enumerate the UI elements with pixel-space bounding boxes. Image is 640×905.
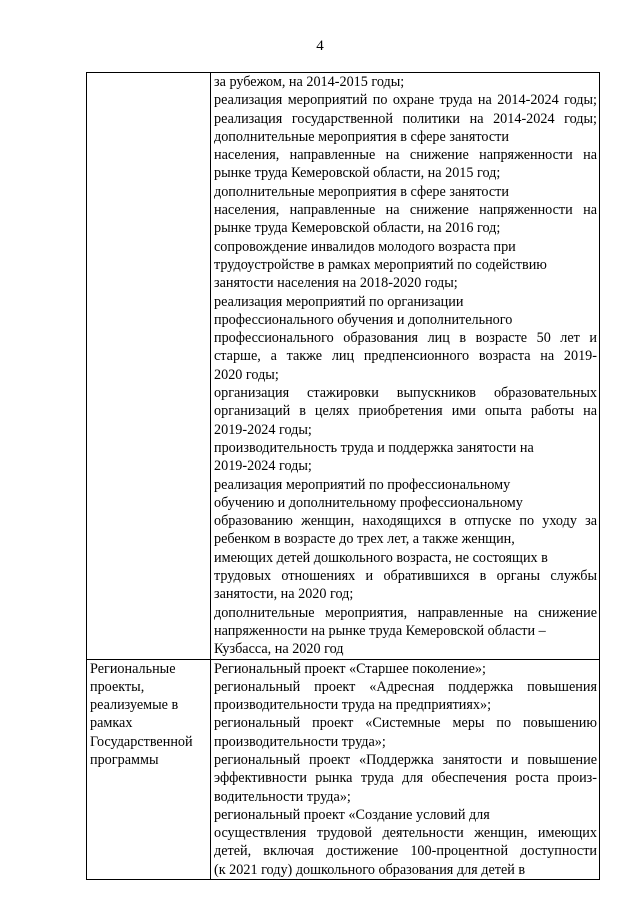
cell-line: ребенком в возрасте до трех лет, а также женщин, [214,531,515,548]
cell-line: дополнительные мероприятия в сфере занятости [214,128,509,145]
cell-line: региональный проект «Создание условий для [214,806,490,823]
cell-line: за рубежом, на 2014-2015 годы; [214,74,405,90]
cell-line: рамках [90,715,133,732]
cell-line: организаций в целях приобретения ими опыта работы на [214,403,597,420]
cell-line: реализуемые в [90,697,179,714]
cell-line: напряженности на рынке труда Кемеровской области – [214,622,546,639]
cell-line: производительности труда»; [214,733,386,750]
cell-line: программы [90,751,159,768]
cell-line: дополнительные мероприятия, направленные на снижение [214,604,597,621]
cell-line: детей, включая достижение 100-процентной доступности [214,843,597,860]
table-cell-label [87,73,211,660]
cell-line: реализация мероприятий по профессиональному [214,476,511,493]
cell-line: дополнительные мероприятия в сфере занятости [214,183,509,200]
table-row [87,73,600,660]
cell-line: (к 2021 году) дошкольного образования для детей в [214,861,526,878]
cell-line: трудоустройстве в рамках мероприятий по содействию [214,256,547,273]
cell-line: реализация государственной политики на 2014-2024 годы; [214,110,597,127]
cell-line: эффективности рынка труда для обеспечения роста произ- [214,770,597,787]
cell-line: рынке труда Кемеровской области, на 2015 год; [214,165,501,182]
cell-line: образованию женщин, находящихся в отпуске по уходу за [214,513,597,530]
cell-line: реализация мероприятий по организации [214,293,464,310]
cell-line: профессионального обучения и дополнительного [214,311,513,328]
cell-line: обучению и дополнительному профессиональному [214,494,523,511]
cell-line: профессионального образования лиц в возрасте 50 лет и [214,330,597,347]
cell-line: производительности труда на предприятиях»; [214,697,492,714]
cell-line: осуществления трудовой деятельности женщин, имеющих [214,825,597,842]
cell-line: старше, а также лиц предпенсионного возраста на 2019- [214,348,597,365]
cell-line: Государственной [90,733,193,750]
table-cell-label [87,659,211,880]
cell-line: 2020 годы; [214,366,279,383]
cell-line: населения, направленные на снижение напряженности на [214,202,597,219]
cell-line: Кузбасса, на 2020 год [214,641,344,658]
cell-line: производительность труда и поддержка занятости на [214,439,534,456]
page-number: 4 [316,38,324,54]
cell-line: занятости, на 2020 год; [214,586,354,603]
cell-line: региональный проект «Системные меры по повышению [214,715,597,732]
cell-line: 2019-2024 годы; [214,458,312,475]
programs-table [86,72,600,880]
table-body [87,73,600,880]
cell-line: имеющих детей дошкольного возраста, не состоящих в [214,549,548,566]
cell-line: региональный проект «Поддержка занятости и повышение [214,751,597,768]
cell-line: организация стажировки выпускников образовательных [214,385,597,402]
cell-line: водительности труда»; [214,788,351,805]
table-cell-content [211,73,600,660]
table-row [87,659,600,880]
cell-line: региональный проект «Адресная поддержка повышения [214,678,597,695]
cell-line: 2019-2024 годы; [214,421,312,438]
cell-line: проекты, [90,678,145,695]
cell-line: реализация мероприятий по охране труда на 2014-2024 годы; [214,92,597,109]
cell-line: сопровождение инвалидов молодого возраста при [214,238,516,255]
cell-line: Региональный проект «Старшее поколение»; [214,660,486,677]
cell-line: рынке труда Кемеровской области, на 2016 год; [214,220,501,237]
cell-line: Региональные [90,660,176,677]
cell-line: трудовых отношениях и обратившихся в органы службы [214,568,597,585]
table-cell-content [211,659,600,880]
cell-line: занятости населения на 2018-2020 годы; [214,275,458,292]
cell-line: населения, направленные на снижение напряженности на [214,147,597,164]
